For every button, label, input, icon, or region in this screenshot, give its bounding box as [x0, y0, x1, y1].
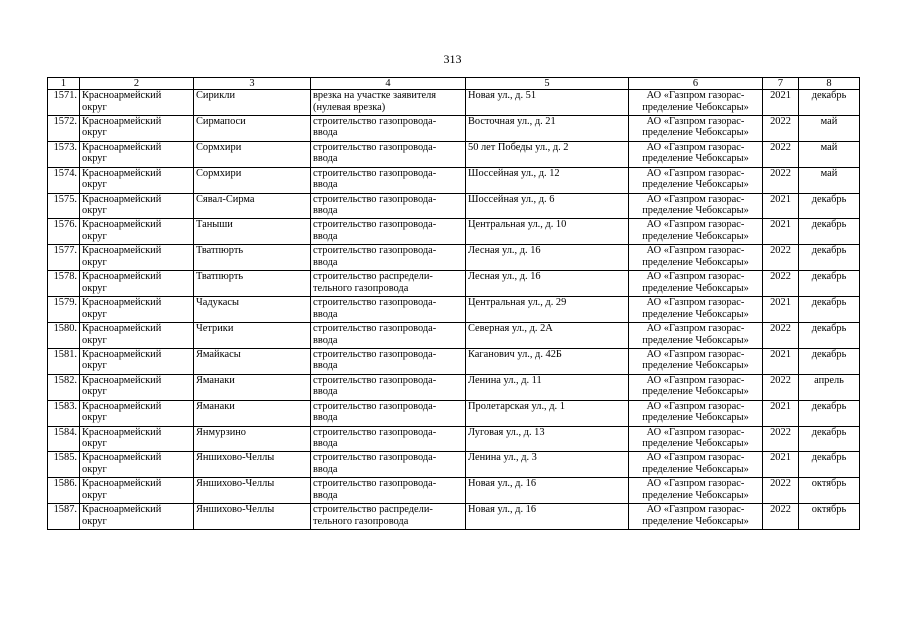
header-row: [48, 78, 860, 90]
settlement-cell: Чадукасы: [194, 297, 311, 323]
organization-cell-line: АО «Газпром газорас-: [646, 348, 745, 360]
organization-cell: [629, 426, 763, 452]
work-type-cell-line: строительство газопровода-: [313, 478, 437, 490]
organization-cell-line: пределение Чебоксары»: [642, 515, 749, 527]
district-cell: [80, 323, 194, 349]
settlement-cell: Таныши: [194, 219, 311, 245]
year-cell: 2022: [763, 426, 799, 452]
month-cell: октябрь: [799, 478, 860, 504]
organization-cell: [629, 90, 763, 116]
settlement-cell: Сормхири: [194, 167, 311, 193]
row-number: 1579.: [48, 297, 80, 323]
table-row: [48, 193, 860, 219]
address-cell: Лесная ул., д. 16: [466, 271, 629, 297]
row-number: 1584.: [48, 426, 80, 452]
district-cell: [80, 348, 194, 374]
district-cell: [80, 400, 194, 426]
organization-cell-line: пределение Чебоксары»: [642, 489, 749, 501]
work-type-cell: [311, 478, 466, 504]
column-header-5: 5: [466, 78, 629, 90]
district-cell: [80, 193, 194, 219]
address-cell: Новая ул., д. 51: [466, 90, 629, 116]
district-cell-line: Красноармейский: [82, 271, 162, 283]
organization-cell-line: пределение Чебоксары»: [642, 179, 749, 191]
work-type-cell-line: строительство газопровода-: [313, 374, 437, 386]
row-number: 1578.: [48, 271, 80, 297]
page-number: 313: [443, 52, 462, 66]
organization-cell-line: пределение Чебоксары»: [642, 127, 749, 139]
settlement-cell: Янмурзино: [194, 426, 311, 452]
work-type-cell-line: ввода: [313, 412, 338, 424]
work-type-cell-line: строительство газопровода-: [313, 245, 437, 257]
year-cell: 2021: [763, 348, 799, 374]
settlement-cell: Яншихово-Челлы: [194, 504, 311, 530]
table-row: [48, 245, 860, 271]
table-row: [48, 426, 860, 452]
work-type-cell-line: строительство газопровода-: [313, 297, 437, 309]
month-cell: декабрь: [799, 452, 860, 478]
table-row: [48, 504, 860, 530]
work-type-cell-line: ввода: [313, 205, 338, 217]
settlement-cell: Сирмапоси: [194, 115, 311, 141]
work-type-cell-line: ввода: [313, 463, 338, 475]
work-type-cell-line: строительство газопровода-: [313, 219, 437, 231]
work-type-cell: [311, 115, 466, 141]
address-cell: Новая ул., д. 16: [466, 504, 629, 530]
month-cell: апрель: [799, 374, 860, 400]
district-cell: [80, 478, 194, 504]
district-cell: [80, 115, 194, 141]
organization-cell-line: АО «Газпром газорас-: [646, 141, 745, 153]
organization-cell-line: пределение Чебоксары»: [642, 153, 749, 165]
year-cell: 2022: [763, 271, 799, 297]
work-type-cell-line: тельного газопровода: [313, 515, 409, 527]
column-header-7: 7: [763, 78, 799, 90]
district-cell-line: Красноармейский: [82, 400, 162, 412]
organization-cell: [629, 245, 763, 271]
organization-cell: [629, 193, 763, 219]
organization-cell-line: АО «Газпром газорас-: [646, 115, 745, 127]
column-header-6: 6: [629, 78, 763, 90]
table-row: [48, 400, 860, 426]
settlement-cell: Тватпюрть: [194, 245, 311, 271]
district-cell-line: Красноармейский: [82, 90, 162, 101]
work-type-cell-line: строительство газопровода-: [313, 115, 437, 127]
month-cell: декабрь: [799, 193, 860, 219]
month-cell: май: [799, 141, 860, 167]
work-type-cell-line: ввода: [313, 308, 338, 320]
work-type-cell-line: строительство газопровода-: [313, 141, 437, 153]
settlement-cell: Сирикли: [194, 90, 311, 116]
district-cell: [80, 374, 194, 400]
district-cell: [80, 426, 194, 452]
year-cell: 2022: [763, 504, 799, 530]
column-header-3: 3: [194, 78, 311, 90]
month-cell: декабрь: [799, 426, 860, 452]
column-header-2: 2: [80, 78, 194, 90]
district-cell-line: Красноармейский: [82, 297, 162, 309]
district-cell-line: Красноармейский: [82, 141, 162, 153]
work-type-cell: [311, 400, 466, 426]
work-type-cell: [311, 245, 466, 271]
district-cell-line: округ: [82, 308, 107, 320]
settlement-cell: Сормхири: [194, 141, 311, 167]
address-cell: Пролетарская ул., д. 1: [466, 400, 629, 426]
row-number: 1573.: [48, 141, 80, 167]
district-cell: [80, 245, 194, 271]
work-type-cell: [311, 219, 466, 245]
work-type-cell: [311, 452, 466, 478]
year-cell: 2022: [763, 478, 799, 504]
district-cell-line: Красноармейский: [82, 504, 162, 516]
district-cell-line: Красноармейский: [82, 115, 162, 127]
column-header-4: 4: [311, 78, 466, 90]
work-type-cell-line: тельного газопровода: [313, 282, 409, 294]
work-type-cell: [311, 323, 466, 349]
organization-cell: [629, 478, 763, 504]
month-cell: май: [799, 167, 860, 193]
year-cell: 2021: [763, 219, 799, 245]
row-number: 1587.: [48, 504, 80, 530]
organization-cell-line: пределение Чебоксары»: [642, 205, 749, 217]
work-type-cell-line: строительство газопровода-: [313, 400, 437, 412]
organization-cell: [629, 323, 763, 349]
settlement-cell: Яншихово-Челлы: [194, 452, 311, 478]
organization-cell: [629, 504, 763, 530]
work-type-cell: [311, 193, 466, 219]
organization-cell-line: пределение Чебоксары»: [642, 386, 749, 398]
month-cell: декабрь: [799, 90, 860, 116]
work-type-cell: [311, 167, 466, 193]
address-cell: Шоссейная ул., д. 12: [466, 167, 629, 193]
year-cell: 2022: [763, 374, 799, 400]
organization-cell-line: АО «Газпром газорас-: [646, 426, 745, 438]
district-cell: [80, 90, 194, 116]
organization-cell-line: АО «Газпром газорас-: [646, 167, 745, 179]
year-cell: 2021: [763, 193, 799, 219]
month-cell: октябрь: [799, 504, 860, 530]
district-cell: [80, 167, 194, 193]
work-type-cell-line: ввода: [313, 334, 338, 346]
settlement-cell: Яманаки: [194, 400, 311, 426]
work-type-cell-line: ввода: [313, 179, 338, 191]
organization-cell-line: АО «Газпром газорас-: [646, 478, 745, 490]
settlement-cell: Тватпюрть: [194, 271, 311, 297]
year-cell: 2022: [763, 167, 799, 193]
table-row: [48, 141, 860, 167]
work-type-cell: [311, 271, 466, 297]
district-cell-line: округ: [82, 282, 107, 294]
organization-cell: [629, 167, 763, 193]
organization-cell-line: АО «Газпром газорас-: [646, 374, 745, 386]
organization-cell-line: пределение Чебоксары»: [642, 256, 749, 268]
table-row: [48, 90, 860, 116]
table-row: [48, 452, 860, 478]
table-header: [48, 78, 860, 90]
work-type-cell-line: врезка на участке заявителя: [313, 90, 437, 101]
district-cell-line: округ: [82, 515, 107, 527]
year-cell: 2021: [763, 400, 799, 426]
district-cell: [80, 219, 194, 245]
work-type-cell-line: строительство газопровода-: [313, 193, 437, 205]
district-cell-line: округ: [82, 179, 107, 191]
work-type-cell-line: строительство газопровода-: [313, 426, 437, 438]
work-type-cell: [311, 374, 466, 400]
organization-cell: [629, 452, 763, 478]
district-cell-line: Красноармейский: [82, 452, 162, 464]
district-cell-line: Красноармейский: [82, 193, 162, 205]
district-cell-line: округ: [82, 205, 107, 217]
organization-cell: [629, 400, 763, 426]
work-type-cell-line: строительство распредели-: [313, 504, 433, 516]
address-cell: Ленина ул., д. 3: [466, 452, 629, 478]
month-cell: декабрь: [799, 219, 860, 245]
organization-cell-line: АО «Газпром газорас-: [646, 245, 745, 257]
organization-cell-line: пределение Чебоксары»: [642, 438, 749, 450]
work-type-cell-line: ввода: [313, 489, 338, 501]
work-type-cell-line: ввода: [313, 153, 338, 165]
table-row: [48, 323, 860, 349]
address-cell: Центральная ул., д. 10: [466, 219, 629, 245]
work-type-cell-line: (нулевая врезка): [313, 101, 386, 113]
work-type-cell-line: строительство газопровода-: [313, 167, 437, 179]
district-cell-line: округ: [82, 101, 107, 113]
settlement-cell: Сявал-Сирма: [194, 193, 311, 219]
year-cell: 2021: [763, 90, 799, 116]
organization-cell-line: АО «Газпром газорас-: [646, 219, 745, 231]
table-row: [48, 271, 860, 297]
row-number: 1583.: [48, 400, 80, 426]
settlement-cell: Яманаки: [194, 374, 311, 400]
row-number: 1574.: [48, 167, 80, 193]
work-type-cell: [311, 297, 466, 323]
organization-cell-line: пределение Чебоксары»: [642, 412, 749, 424]
gasification-table: [47, 77, 860, 530]
row-number: 1581.: [48, 348, 80, 374]
row-number: 1576.: [48, 219, 80, 245]
district-cell-line: Красноармейский: [82, 478, 162, 490]
district-cell-line: Красноармейский: [82, 219, 162, 231]
row-number: 1582.: [48, 374, 80, 400]
work-type-cell-line: ввода: [313, 438, 338, 450]
organization-cell-line: пределение Чебоксары»: [642, 463, 749, 475]
district-cell-line: Красноармейский: [82, 245, 162, 257]
organization-cell-line: АО «Газпром газорас-: [646, 452, 745, 464]
organization-cell-line: пределение Чебоксары»: [642, 360, 749, 372]
organization-cell-line: АО «Газпром газорас-: [646, 297, 745, 309]
table-row: [48, 478, 860, 504]
district-cell-line: округ: [82, 438, 107, 450]
organization-cell-line: пределение Чебоксары»: [642, 282, 749, 294]
organization-cell-line: АО «Газпром газорас-: [646, 193, 745, 205]
organization-cell-line: пределение Чебоксары»: [642, 101, 749, 113]
row-number: 1586.: [48, 478, 80, 504]
district-cell-line: Красноармейский: [82, 426, 162, 438]
year-cell: 2022: [763, 323, 799, 349]
month-cell: декабрь: [799, 323, 860, 349]
address-cell: Каганович ул., д. 42Б: [466, 348, 629, 374]
work-type-cell-line: строительство газопровода-: [313, 323, 437, 335]
column-header-8: 8: [799, 78, 860, 90]
organization-cell: [629, 271, 763, 297]
organization-cell-line: пределение Чебоксары»: [642, 230, 749, 242]
work-type-cell-line: строительство газопровода-: [313, 348, 437, 360]
district-cell: [80, 141, 194, 167]
year-cell: 2022: [763, 115, 799, 141]
address-cell: Восточная ул., д. 21: [466, 115, 629, 141]
work-type-cell-line: строительство распредели-: [313, 271, 433, 283]
year-cell: 2021: [763, 297, 799, 323]
organization-cell: [629, 115, 763, 141]
district-cell-line: округ: [82, 360, 107, 372]
year-cell: 2021: [763, 452, 799, 478]
organization-cell-line: АО «Газпром газорас-: [646, 323, 745, 335]
district-cell-line: округ: [82, 334, 107, 346]
address-cell: Луговая ул., д. 13: [466, 426, 629, 452]
work-type-cell-line: ввода: [313, 230, 338, 242]
district-cell: [80, 504, 194, 530]
organization-cell: [629, 348, 763, 374]
row-number: 1580.: [48, 323, 80, 349]
district-cell-line: Красноармейский: [82, 348, 162, 360]
work-type-cell-line: ввода: [313, 127, 338, 139]
address-cell: Лесная ул., д. 16: [466, 245, 629, 271]
table-row: [48, 219, 860, 245]
organization-cell-line: пределение Чебоксары»: [642, 308, 749, 320]
table-row: [48, 348, 860, 374]
month-cell: декабрь: [799, 400, 860, 426]
address-cell: Ленина ул., д. 11: [466, 374, 629, 400]
month-cell: декабрь: [799, 348, 860, 374]
row-number: 1571.: [48, 90, 80, 116]
organization-cell-line: АО «Газпром газорас-: [646, 90, 745, 101]
table-row: [48, 115, 860, 141]
settlement-cell: Ямайкасы: [194, 348, 311, 374]
row-number: 1575.: [48, 193, 80, 219]
organization-cell-line: АО «Газпром газорас-: [646, 504, 745, 516]
address-cell: Северная ул., д. 2А: [466, 323, 629, 349]
district-cell: [80, 271, 194, 297]
table-row: [48, 374, 860, 400]
organization-cell: [629, 141, 763, 167]
district-cell-line: округ: [82, 489, 107, 501]
district-cell-line: округ: [82, 153, 107, 165]
address-cell: Центральная ул., д. 29: [466, 297, 629, 323]
settlement-cell: Яншихово-Челлы: [194, 478, 311, 504]
work-type-cell-line: ввода: [313, 386, 338, 398]
organization-cell: [629, 219, 763, 245]
table-row: [48, 167, 860, 193]
column-header-1: 1: [48, 78, 80, 90]
row-number: 1577.: [48, 245, 80, 271]
address-cell: Шоссейная ул., д. 6: [466, 193, 629, 219]
organization-cell-line: пределение Чебоксары»: [642, 334, 749, 346]
address-cell: Новая ул., д. 16: [466, 478, 629, 504]
district-cell-line: Красноармейский: [82, 323, 162, 335]
district-cell-line: округ: [82, 127, 107, 139]
settlement-cell: Четрики: [194, 323, 311, 349]
month-cell: декабрь: [799, 271, 860, 297]
table-body: [48, 90, 860, 530]
month-cell: декабрь: [799, 245, 860, 271]
address-cell: 50 лет Победы ул., д. 2: [466, 141, 629, 167]
work-type-cell-line: ввода: [313, 256, 338, 268]
work-type-cell-line: строительство газопровода-: [313, 452, 437, 464]
district-cell-line: Красноармейский: [82, 167, 162, 179]
organization-cell-line: АО «Газпром газорас-: [646, 400, 745, 412]
district-cell-line: округ: [82, 463, 107, 475]
organization-cell: [629, 374, 763, 400]
work-type-cell: [311, 426, 466, 452]
district-cell-line: округ: [82, 256, 107, 268]
work-type-cell-line: ввода: [313, 360, 338, 372]
organization-cell: [629, 297, 763, 323]
district-cell-line: Красноармейский: [82, 374, 162, 386]
district-cell-line: округ: [82, 412, 107, 424]
work-type-cell: [311, 504, 466, 530]
month-cell: май: [799, 115, 860, 141]
year-cell: 2022: [763, 245, 799, 271]
row-number: 1572.: [48, 115, 80, 141]
work-type-cell: [311, 141, 466, 167]
table-row: [48, 297, 860, 323]
row-number: 1585.: [48, 452, 80, 478]
year-cell: 2022: [763, 141, 799, 167]
organization-cell-line: АО «Газпром газорас-: [646, 271, 745, 283]
month-cell: декабрь: [799, 297, 860, 323]
work-type-cell: [311, 90, 466, 116]
work-type-cell: [311, 348, 466, 374]
district-cell: [80, 297, 194, 323]
district-cell-line: округ: [82, 230, 107, 242]
district-cell: [80, 452, 194, 478]
district-cell-line: округ: [82, 386, 107, 398]
